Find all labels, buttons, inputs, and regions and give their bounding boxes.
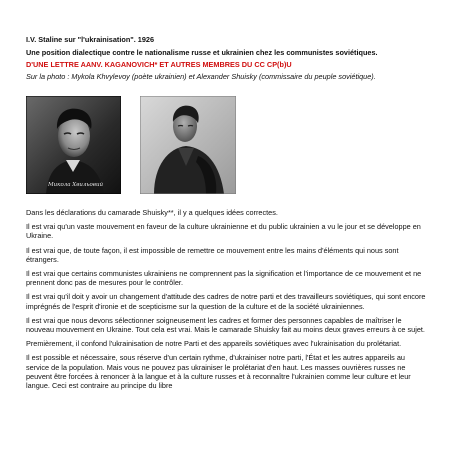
photo-caption: Sur la photo : Mykola Khvylevoy (poète ukrainien) et Alexander Shuisky (commissaire du peuple soviétique). bbox=[26, 72, 376, 81]
paragraph: Premièrement, il confond l'ukrainisation de notre Parti et des appareils soviétiques avec l'ukrainisation du prolétariat. bbox=[26, 339, 402, 349]
paragraph: Il est vrai que nous devons sélectionner soigneusement les cadres et former des personnes capables de maîtriser le nouveau mouvement en Ukraine. Tout cela est vrai. Mais le camarade Shuisky fait au moins deux graves erreurs à ce sujet. bbox=[26, 315, 425, 335]
paragraph: Il est vrai que, de toute façon, il est impossible de remettre ce mouvement entre les mains d'éléments qui nous sont étrangers. bbox=[26, 245, 399, 264]
paragraph: Il est vrai que certains communistes ukrainiens ne comprennent pas la signification et l'importance de ce mouvement et ne prennent donc pas de mesures pour le contrôler. bbox=[26, 269, 422, 288]
paragraph: Il est vrai qu'un vaste mouvement en faveur de la culture ukrainienne et du public ukrainien a vu le jour et se développe en Ukraine. bbox=[26, 222, 421, 241]
paragraph: Il est vrai qu'il doit y avoir un changement d'attitude des cadres de notre parti et des travailleurs soviétiques, qui sont encore imprégnés de l'esprit d'ironie et de scepticisme sur la question de la culture et de la société ukrainiennes. bbox=[26, 292, 426, 311]
photos-row bbox=[26, 96, 428, 194]
photo-signature: Микола Хвильовий bbox=[48, 182, 104, 188]
document-content bbox=[26, 35, 428, 395]
document-title: I.V. Staline sur "l'ukrainisation". 1926 bbox=[26, 35, 155, 44]
photo-khvylevoy bbox=[26, 96, 121, 194]
document-subtitle: Une position dialectique contre le nationalisme russe et ukrainien chez les communistes soviétiques. bbox=[26, 48, 378, 57]
letter-heading: D'UNE LETTRE AANV. KAGANOVICH* ET AUTRES MEMBRES DU CC CP(b)U bbox=[26, 60, 292, 69]
paragraph: Il est possible et nécessaire, sous réserve d'un certain rythme, d'ukrainiser notre parti, l'État et les autres appareils au service de la population. Mais vous ne pouvez pas ukrainiser le prolétariat d'en haut. Les masses ouvrières russes ne peuvent être forcées à renoncer à la langue et à la culture russes et à reconnaître l'ukrainien comme leur culture et leur langue. Ceci est contraire au principe du libre bbox=[26, 353, 411, 391]
photo-shuisky bbox=[140, 96, 236, 194]
paragraph: Dans les déclarations du camarade Shuisky**, il y a quelques idées correctes. bbox=[26, 208, 278, 217]
